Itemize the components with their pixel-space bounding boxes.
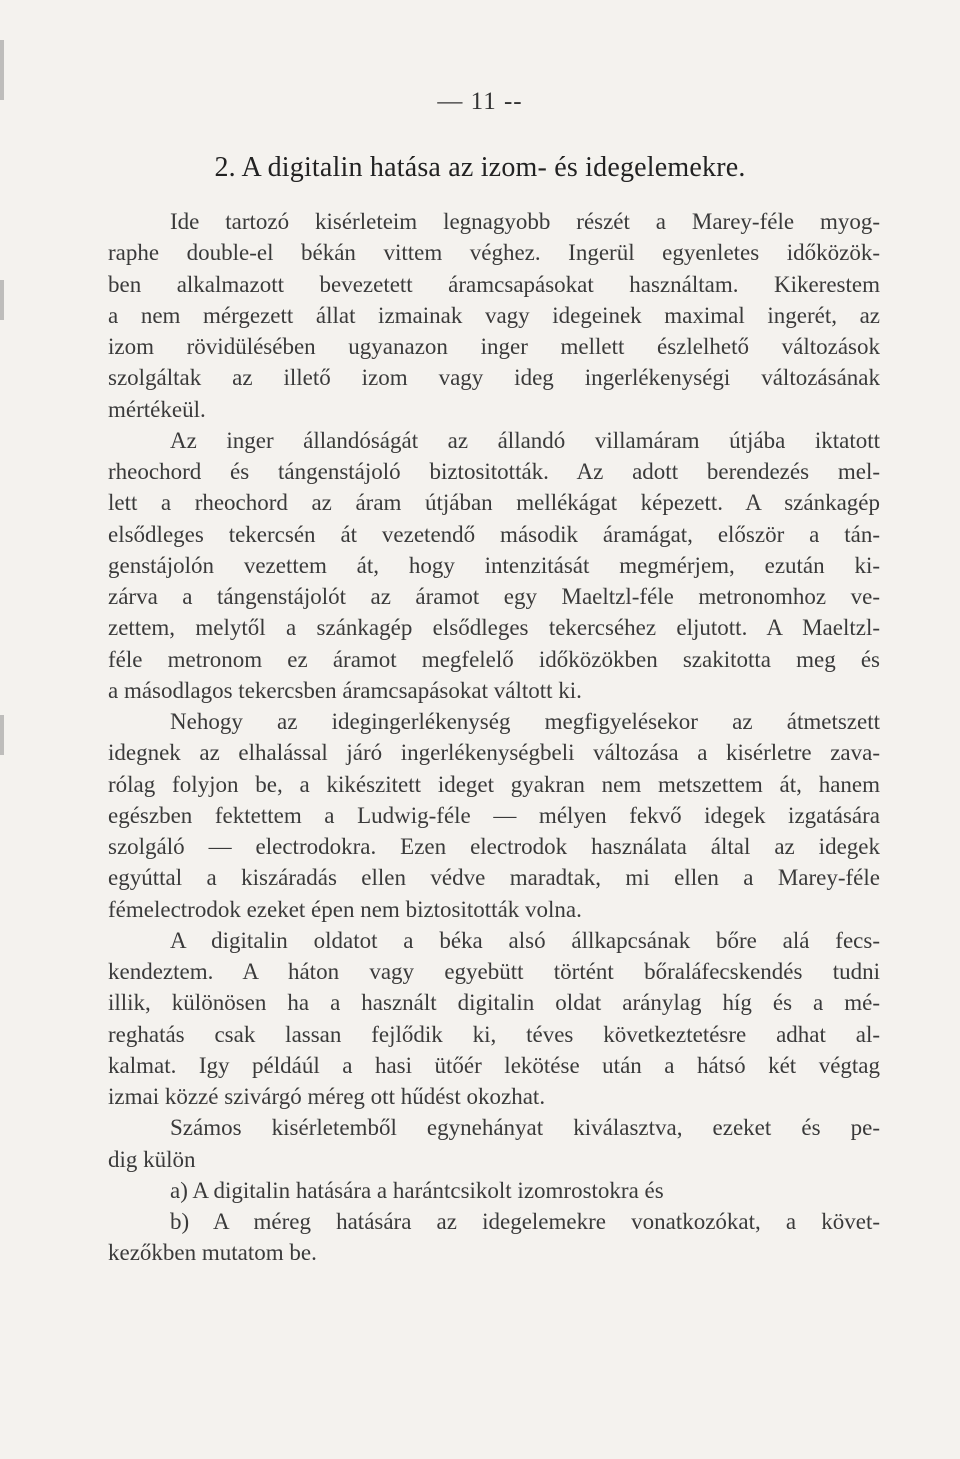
text-line: rólag folyjon be, a kikészitett ideget gyakran nem metszettem át, hanem — [108, 771, 880, 797]
text-line: egyúttal a kiszáradás ellen védve maradtak, mi ellen a Marey-féle — [108, 865, 880, 891]
text-line: dig külön — [108, 1146, 196, 1172]
text-line: ben alkalmazott bevezetett áramcsapásokat használtam. Kikerestem — [108, 271, 880, 297]
scan-edge-mark-lower — [0, 715, 4, 755]
text-line: genstájolón vezettem át, hogy intenzitását megmérjem, ezután ki- — [108, 552, 880, 578]
text-line: fémelectrodok ezeket épen nem biztositották volna. — [108, 896, 582, 922]
text-line: Számos kisérletemből egynehányat kiválasztva, ezeket és pe- — [170, 1115, 880, 1141]
text-line: b) A méreg hatására az idegelemekre vonatkozókat, a követ- — [170, 1209, 880, 1234]
text-line: egészben fektettem a Ludwig-féle — mélyen fekvő idegek izgatására — [108, 802, 880, 828]
text-line: szolgáltak az illető izom vagy ideg ingerlékenységi változásának — [108, 365, 880, 391]
text-line: a nem mérgezett állat izmainak vagy idegeinek maximal ingerét, az — [108, 302, 880, 328]
scan-edge-mark-mid — [0, 280, 4, 320]
text-line: izmai közzé szivárgó méreg ott hűdést okozhat. — [108, 1084, 546, 1109]
text-line: zárva a tángenstájolót az áramot egy Maeltzl-féle metronomhoz ve- — [108, 584, 880, 609]
paragraph — [108, 425, 880, 706]
text-line: A digitalin oldatot a béka alsó állkapcsának bőre alá fecs- — [170, 927, 880, 953]
text-line: Az inger állandóságát az állandó villamáram útjába iktatott — [170, 427, 880, 453]
text-line: elsődleges tekercsén át vezetendő második áramágat, először a tán- — [108, 521, 880, 547]
text-line: raphe double-el békán vittem véghez. Ingerül egyenletes időközök- — [108, 240, 880, 266]
text-line: Nehogy az idegingerlékenység megfigyelésekor az átmetszett — [170, 709, 880, 734]
section-heading: 2. A digitalin hatása az izom- és idegelemekre. — [214, 152, 746, 183]
paragraph — [108, 1112, 880, 1175]
paragraph — [108, 706, 880, 925]
text-line: kalmat. Igy példáúl a hasi ütőér lekötése után a hátsó két végtag — [108, 1052, 880, 1078]
text-line: féle metronom ez áramot megfelelő időközökben szakitotta meg és — [108, 646, 880, 672]
text-line: zettem, melytől a szánkagép elsődleges tekercséhez eljutott. A Maeltzl- — [108, 615, 880, 641]
text-line: a másodlagos tekercsben áramcsapásokat váltott ki. — [108, 677, 582, 703]
body-text — [108, 206, 880, 1269]
text-line: reghatás csak lassan fejlődik ki, téves következtetésre adhat al- — [108, 1021, 880, 1047]
text-line: idegnek az elhalással járó ingerlékenységbeli változása a kisérletre zava- — [108, 740, 880, 766]
text-line: a) A digitalin hatására a harántcsikolt izomrostokra és — [170, 1177, 664, 1203]
text-line: kezőkben mutatom be. — [108, 1240, 317, 1266]
paragraph — [108, 206, 880, 425]
text-line: Ide tartozó kisérleteim legnagyobb részét a Marey-féle myog- — [170, 209, 880, 234]
list-item — [108, 1175, 880, 1206]
text-line: izom rövidülésében ugyanazon inger mellett észlelhető változások — [108, 334, 880, 359]
text-line: rheochord és tángenstájoló biztositották. Az adott berendezés mel- — [108, 459, 880, 484]
page-number: — 11 -- — [437, 88, 523, 115]
text-line: kendeztem. A háton vagy egyebütt történt bőraláfecskendés tudni — [108, 959, 880, 984]
list-item — [108, 1206, 880, 1269]
text-line: illik, különösen ha a használt digitalin oldat aránylag híg és a mé- — [108, 990, 880, 1016]
text-line: mértékeül. — [108, 396, 206, 422]
text-line: szolgáló — electrodokra. Ezen electrodok használata által az idegek — [108, 834, 880, 859]
text-line: lett a rheochord az áram útjában mellékágat képezett. A szánkagép — [108, 490, 880, 516]
paragraph — [108, 925, 880, 1113]
